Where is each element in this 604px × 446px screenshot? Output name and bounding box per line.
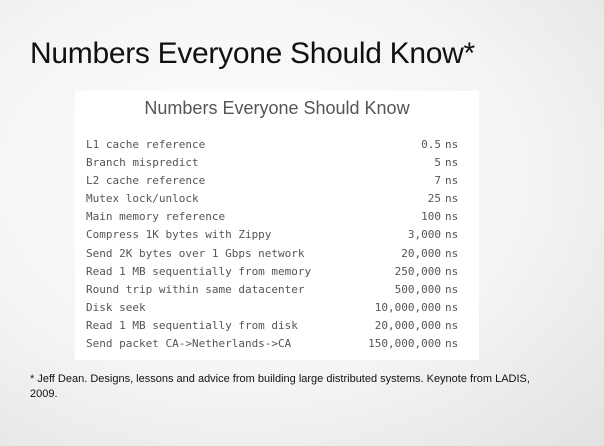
latency-value: 100 — [421, 210, 441, 224]
operation-name: Read 1 MB sequentially from memory — [86, 264, 312, 278]
latency-unit: ns — [445, 337, 459, 351]
operation-name: Branch mispredict — [86, 156, 199, 170]
latency-value: 5 — [434, 156, 441, 170]
table-row — [86, 154, 471, 172]
latency-value: 150,000,000 — [368, 337, 441, 351]
latency-value: 20,000,000 — [374, 318, 441, 332]
operation-name: L2 cache reference — [86, 174, 206, 188]
latency-unit: ns — [445, 210, 459, 224]
latency-value: 7 — [434, 174, 441, 188]
latency-value: 500,000 — [394, 282, 441, 296]
latency-value: 3,000 — [407, 228, 441, 242]
latency-unit: ns — [445, 228, 459, 242]
operation-name: Mutex lock/unlock — [86, 192, 199, 206]
table-row — [86, 226, 471, 244]
operation-name: L1 cache reference — [86, 138, 206, 151]
latency-unit: ns — [445, 300, 459, 314]
latency-table — [86, 136, 471, 353]
operation-name: Send 2K bytes over 1 Gbps network — [86, 246, 305, 260]
operation-name: Round trip within same datacenter — [86, 282, 305, 296]
latency-unit: ns — [445, 192, 459, 206]
table-row — [86, 172, 471, 190]
latency-unit: ns — [445, 318, 459, 332]
latency-unit: ns — [445, 282, 459, 296]
latency-unit: ns — [445, 156, 459, 170]
latency-unit: ns — [445, 138, 459, 151]
operation-name: Read 1 MB sequentially from disk — [86, 318, 298, 332]
table-row — [86, 281, 471, 299]
table-row — [86, 317, 471, 335]
latency-value: 250,000 — [394, 264, 441, 278]
latency-unit: ns — [445, 264, 459, 278]
latency-unit: ns — [445, 174, 459, 188]
latency-value: 25 — [427, 192, 441, 206]
table-row — [86, 245, 471, 263]
latency-value: 10,000,000 — [374, 300, 441, 314]
table-title: Numbers Everyone Should Know — [144, 98, 410, 118]
table-row — [86, 208, 471, 226]
latency-unit: ns — [445, 246, 459, 260]
footnote: * Jeff Dean. Designs, lessons and advice from building large distributed systems. Keynote from LADIS, 2009. — [30, 373, 530, 400]
operation-name: Main memory reference — [86, 210, 226, 224]
table-row — [86, 335, 471, 353]
operation-name: Send packet CA->Netherlands->CA — [86, 337, 292, 351]
table-row — [86, 299, 471, 317]
slide-title: Numbers Everyone Should Know* — [30, 37, 475, 70]
latency-value: 0.5 — [421, 138, 441, 151]
operation-name: Compress 1K bytes with Zippy — [86, 228, 272, 242]
operation-name: Disk seek — [86, 300, 146, 314]
table-row — [86, 263, 471, 281]
table-row — [86, 190, 471, 208]
latency-value: 20,000 — [401, 246, 441, 260]
table-row — [86, 136, 471, 154]
latency-card — [75, 91, 479, 360]
